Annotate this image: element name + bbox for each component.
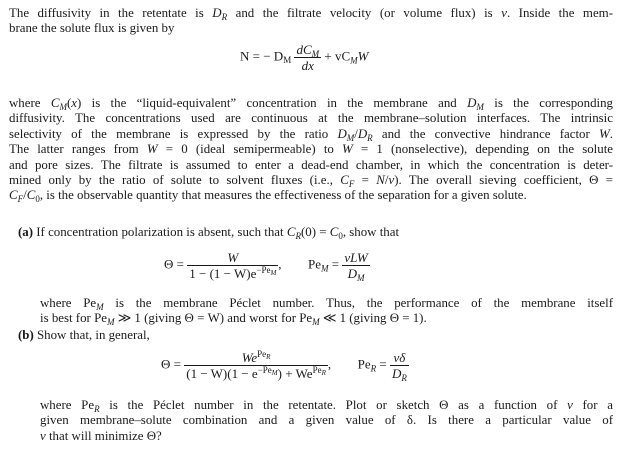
problem-text (9, 6, 614, 443)
part-a-explanation: where $Pe_M$ is the membrane Péclet number. Thus, the performance of the membrane itself is best for $Pe_M$ ≫ 1 (giving Θ = W) and worst for $Pe_M$ ≪ 1 (giving Θ = 1). (40, 296, 613, 328)
part-b-equation: Θ = $\frac{We^{Pe_R}}{(1 - W)(1 - e^{-Pe_M}) + We^{Pe_R}}$ , $Pe_R$ = $\frac{v\delta}{D_R}$ (161, 349, 407, 383)
part-a-equation: Θ = $\frac{W}{1 - (1 - W)e^{-Pe_M}}$ , $Pe_M$ = $\frac{\text{vLW}}{D_M}$ (164, 250, 368, 283)
definitions-paragraph: where $C_M(x)$ is the “liquid-equivalent” concentration in the membrane and $D_M$ is the corresponding diffusivity. The concentrations used are continuous at the membrane–solution interfaces. The intrinsic selectivity of the membrane is expressed by the ratio $D_M/D_R$ and the convective hindrance factor W. The latter ranges from W = 0 (ideal semipermeable) to W = 1 (nonselective), depending on the solute and pore sizes. The filtrate is assumed to enter a dead-end chamber, in which the concentration is deter- mined only by the ratio of solute to solvent fluxes (i.e., $C_F = N/v$). The overall sieving coefficient, Θ = $C_F/C_0$, is the observable quantity that measures the effectiveness of the separation for a given solute. (9, 96, 614, 205)
flux-equation: N = − $D_M$ $\frac{dC_M}{dx}$ + $vC_MW$ (240, 42, 369, 73)
intro-line-2: brane the solute flux is given by (9, 21, 175, 36)
part-b-explanation: where $Pe_R$ is the Péclet number in the retentate. Plot or sketch Θ as a function of v for a given membrane–solute combination and a given value of δ. Is there a particular value of v that will minimize Θ? (40, 398, 613, 443)
part-b-prompt: (b) Show that, in general, (18, 328, 150, 342)
intro-line-1: The diffusivity in the retentate is $D_R$ and the filtrate velocity (or volume flux) is v. Inside the mem- (9, 6, 613, 22)
flux-equation-fraction: $\frac{dC_M}{dx}$ (296, 42, 320, 73)
part-a-prompt: (a) If concentration polarization is absent, such that $C_R(0) = C_0$, show that (18, 225, 400, 241)
